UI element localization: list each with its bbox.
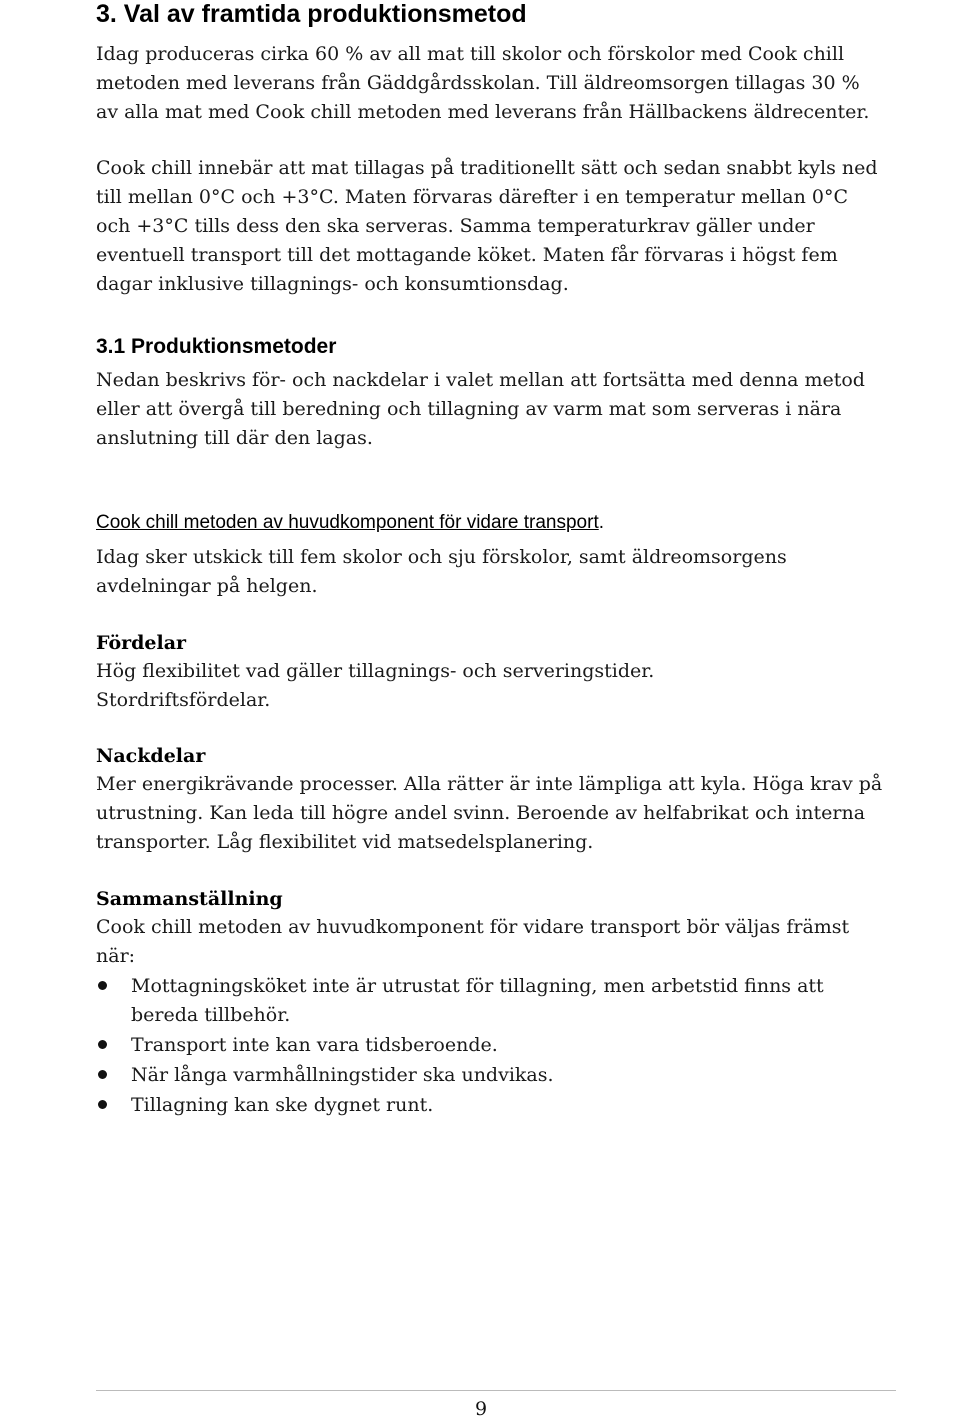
subsection-intro-paragraph: Nedan beskrivs för- och nackdelar i valet mellan att fortsätta med denna metod eller att övergå till beredning och tillagning av varm mat som serveras i nära anslutning till där den lagas. bbox=[96, 369, 865, 449]
method-heading-period: . bbox=[598, 512, 605, 533]
bullet-icon bbox=[98, 1100, 107, 1109]
list-item bbox=[96, 972, 896, 1030]
summary-label: Sammanställning bbox=[96, 888, 283, 910]
list-item-text: Mottagningsköket inte är utrustat för tillagning, men arbetstid finns att bereda tillbehör. bbox=[131, 975, 824, 1026]
list-item bbox=[96, 1091, 896, 1120]
bullet-icon bbox=[98, 1070, 107, 1079]
subsection-title: 3.1 Produktionsmetoder bbox=[96, 335, 337, 358]
summary-paragraph: Cook chill metoden av huvudkomponent för vidare transport bör väljas främst när: bbox=[96, 916, 850, 967]
list-item bbox=[96, 1061, 896, 1090]
method-heading bbox=[96, 510, 604, 536]
advantages-label: Fördelar bbox=[96, 632, 187, 654]
advantages-line: Hög flexibilitet vad gäller tillagnings- och serveringstider. bbox=[96, 660, 655, 682]
disadvantages-label: Nackdelar bbox=[96, 745, 206, 767]
footer-divider bbox=[96, 1390, 896, 1391]
section-description-paragraph: Cook chill innebär att mat tillagas på traditionellt sätt och sedan snabbt kyls ned till mellan 0°C och +3°C. Maten förvaras därefter i en temperatur mellan 0°C och +3°C tills dess den ska serveras. Samma temperaturkrav gäller under eventuell transport till det mottagande köket. Maten får förvaras i högst fem dagar inklusive tillagnings- och konsumtionsdag. bbox=[96, 157, 878, 295]
disadvantages-paragraph: Mer energikrävande processer. Alla rätter är inte lämpliga att kyla. Höga krav på utrustning. Kan leda till högre andel svinn. Beroende av helfabrikat och interna transporter. Låg flexibilitet vid matsedelsplanering. bbox=[96, 773, 883, 853]
bullet-icon bbox=[98, 1040, 107, 1049]
method-heading-text: Cook chill metoden av huvudkomponent för vidare transport bbox=[96, 512, 599, 533]
list-item bbox=[96, 1031, 896, 1060]
bullet-icon bbox=[98, 981, 107, 990]
page-number: 9 bbox=[474, 1398, 488, 1420]
list-item-text: När långa varmhållningstider ska undvikas. bbox=[131, 1064, 554, 1086]
list-item-text: Tillagning kan ske dygnet runt. bbox=[131, 1094, 434, 1116]
section-title: 3. Val av framtida produktionsmetod bbox=[96, 0, 527, 28]
method-paragraph: Idag sker utskick till fem skolor och sju förskolor, samt äldreomsorgens avdelningar på helgen. bbox=[96, 546, 787, 597]
advantages-line: Stordriftsfördelar. bbox=[96, 689, 271, 711]
section-intro-paragraph: Idag produceras cirka 60 % av all mat till skolor och förskolor med Cook chill metoden med leverans från Gäddgårdsskolan. Till äldreomsorgen tillagas 30 % av alla mat med Cook chill metoden med leverans från Hällbackens äldrecenter. bbox=[96, 43, 870, 123]
document-page bbox=[96, 0, 896, 1420]
summary-bullet-list bbox=[96, 972, 896, 1120]
list-item-text: Transport inte kan vara tidsberoende. bbox=[131, 1034, 498, 1056]
